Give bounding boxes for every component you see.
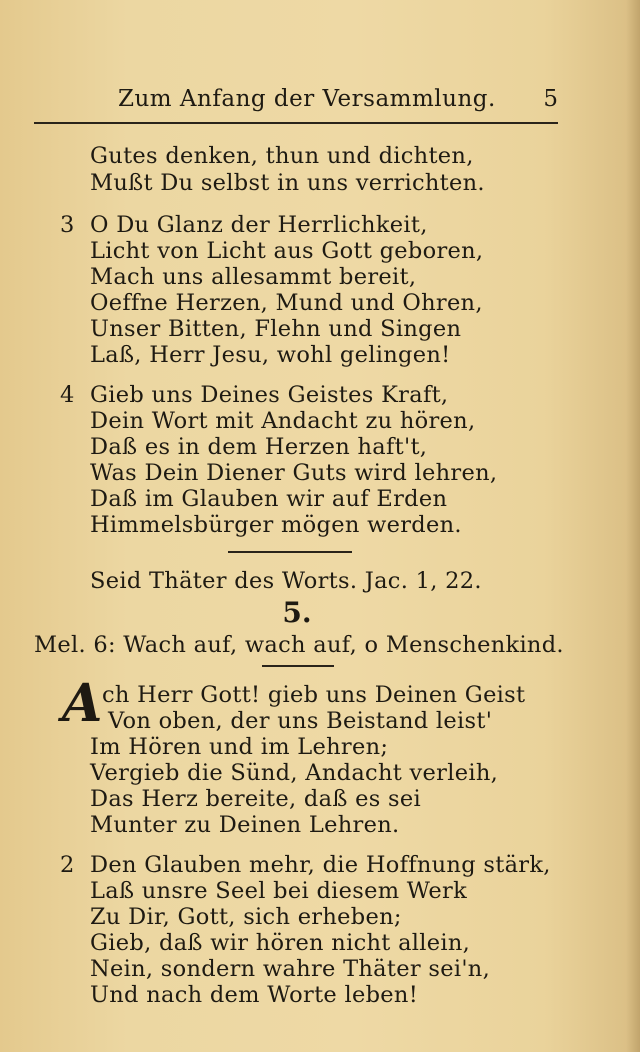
section-divider (228, 551, 352, 553)
verse-line: Gieb, daß wir hören nicht allein, (90, 930, 471, 956)
verse-line: Gieb uns Deines Geistes Kraft, (90, 382, 449, 408)
melody-divider (262, 665, 334, 667)
verse-number: 4 (60, 382, 75, 408)
verse-line: Vergieb die Sünd, Andacht verleih, (90, 760, 499, 786)
verse-line: O Du Glanz der Herrlichkeit, (90, 212, 428, 238)
hymn-number: 5. (282, 596, 312, 629)
verse-line: Laß unsre Seel bei diesem Werk (90, 878, 468, 904)
running-title: Zum Anfang der Versammlung. (118, 86, 496, 112)
verse-line: Himmelsbürger mögen werden. (90, 512, 462, 538)
melody-line: Mel. 6: Wach auf, wach auf, o Menschenkind. (34, 632, 564, 658)
verse-line: Dein Wort mit Andacht zu hören, (90, 408, 476, 434)
verse-line: Was Dein Diener Guts wird lehren, (90, 460, 498, 486)
verse-line: Unser Bitten, Flehn und Singen (90, 316, 462, 342)
verse-line: Den Glauben mehr, die Hoffnung stärk, (90, 852, 551, 878)
verse-line: Laß, Herr Jesu, wohl gelingen! (90, 342, 451, 368)
scripture-quote: Seid Thäter des Worts. Jac. 1, 22. (90, 568, 482, 594)
verse-line: Licht von Licht aus Gott geboren, (90, 238, 484, 264)
page-number: 5 (543, 86, 558, 112)
verse-line: Oeffne Herzen, Mund und Ohren, (90, 290, 483, 316)
dropcap-letter: A (62, 673, 103, 734)
page-edge-shadow (626, 0, 640, 1052)
verse-number: 3 (60, 212, 75, 238)
verse-line: Munter zu Deinen Lehren. (90, 812, 400, 838)
verse-line: Nein, sondern wahre Thäter sei'n, (90, 956, 491, 982)
verse-line: Im Hören und im Lehren; (90, 734, 389, 760)
verse-line: Mach uns allesammt bereit, (90, 264, 417, 290)
verse-line: Mußt Du selbst in uns verrichten. (90, 170, 485, 196)
verse-line: Gutes denken, thun und dichten, (90, 143, 474, 169)
verse-line: Das Herz bereite, daß es sei (90, 786, 421, 812)
verse-line: Daß im Glauben wir auf Erden (90, 486, 448, 512)
page-header (34, 84, 558, 120)
verse-line: Und nach dem Worte leben! (90, 982, 419, 1008)
verse-line: ch Herr Gott! gieb uns Deinen Geist (102, 682, 526, 708)
verse-line: Von oben, der uns Beistand leist' (108, 708, 493, 734)
header-rule (34, 122, 558, 124)
verse-number: 2 (60, 852, 75, 878)
verse-line: Zu Dir, Gott, sich erheben; (90, 904, 402, 930)
verse-line: Daß es in dem Herzen haft't, (90, 434, 428, 460)
